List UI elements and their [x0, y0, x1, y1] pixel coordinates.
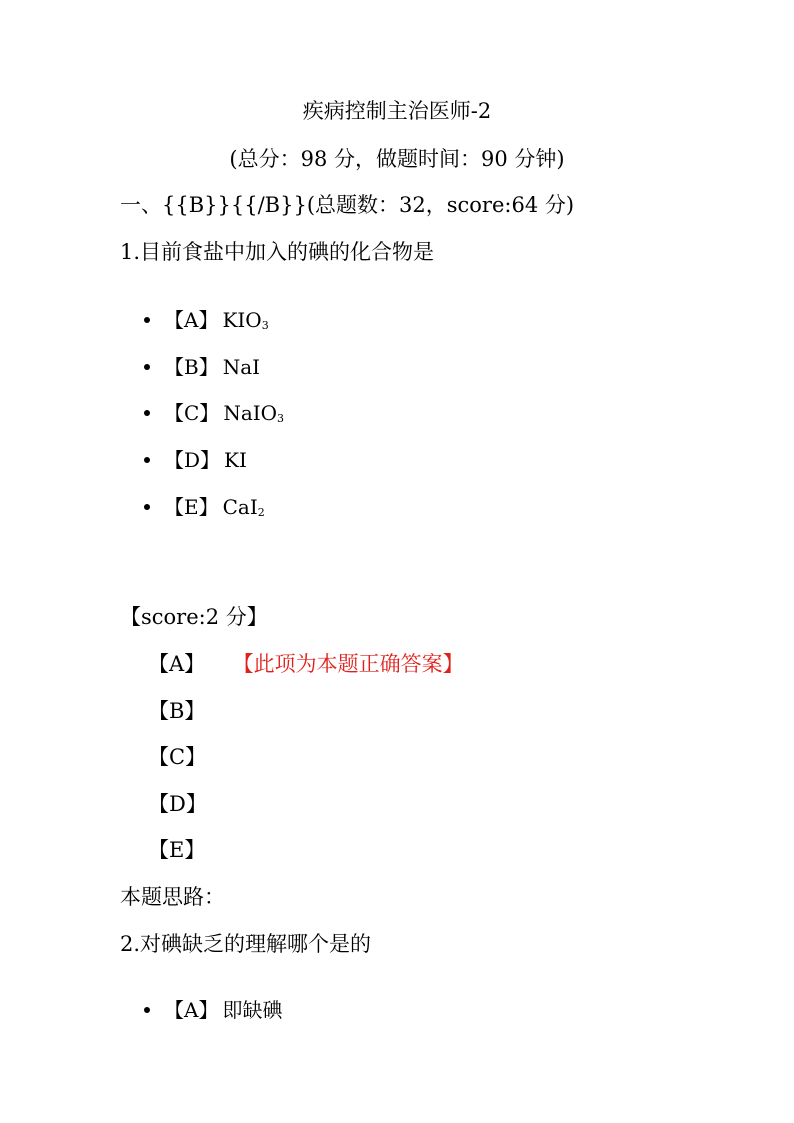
score-label: 【score:2 分】	[120, 605, 268, 629]
answer-letter: 【D】	[148, 792, 207, 816]
option-letter: 【C】	[164, 401, 220, 425]
answer-letter: 【E】	[148, 838, 206, 862]
option-letter: 【B】	[164, 355, 219, 379]
document-subtitle: (总分：98 分，做题时间：90 分钟)	[229, 147, 565, 171]
answer-row-d	[148, 794, 207, 815]
option-d[interactable]	[144, 450, 247, 470]
option-letter: 【D】	[164, 448, 221, 472]
thinking-label: 本题思路：	[120, 885, 225, 909]
answer-row-c	[148, 747, 206, 768]
option-a[interactable]	[144, 310, 269, 331]
answer-letter: 【C】	[148, 745, 207, 769]
bullet-icon	[144, 1007, 150, 1013]
option-c[interactable]	[144, 403, 284, 424]
option-subscript: 2	[257, 506, 265, 519]
option-text: NaIO	[223, 401, 278, 425]
bullet-icon	[144, 457, 150, 463]
option-text: NaI	[222, 355, 261, 379]
option-subscript: 3	[261, 319, 269, 332]
answer-letter: 【B】	[148, 699, 206, 723]
option-b[interactable]	[144, 357, 260, 377]
option-text: KIO	[222, 308, 262, 332]
bullet-icon	[144, 504, 150, 510]
correct-answer-mark: 【此项为本题正确答案】	[243, 652, 464, 676]
answer-row-b	[148, 701, 205, 722]
option-subscript: 3	[277, 412, 285, 425]
option-text: CaI	[222, 495, 258, 519]
section-header: 一、{{B}}{{/B}}(总题数：32，score:64 分)	[120, 193, 575, 217]
bullet-icon	[144, 364, 150, 370]
question-1-text: 1.目前食盐中加入的碘的化合物是	[120, 240, 435, 264]
option-text: 即缺碘	[222, 998, 283, 1022]
document-title: 疾病控制主治医师-2	[302, 99, 492, 123]
question-2-text: 2.对碘缺乏的理解哪个是的	[120, 932, 372, 956]
option-letter: 【E】	[164, 495, 219, 519]
option-letter: 【A】	[164, 998, 219, 1022]
answer-row-a	[148, 654, 464, 675]
option-a[interactable]	[144, 1000, 282, 1020]
option-letter: 【A】	[164, 308, 219, 332]
option-text: KI	[224, 448, 247, 472]
answer-row-e	[148, 840, 205, 861]
bullet-icon	[144, 410, 150, 416]
answer-letter: 【A】	[148, 652, 206, 676]
option-e[interactable]	[144, 497, 265, 518]
bullet-icon	[144, 317, 150, 323]
